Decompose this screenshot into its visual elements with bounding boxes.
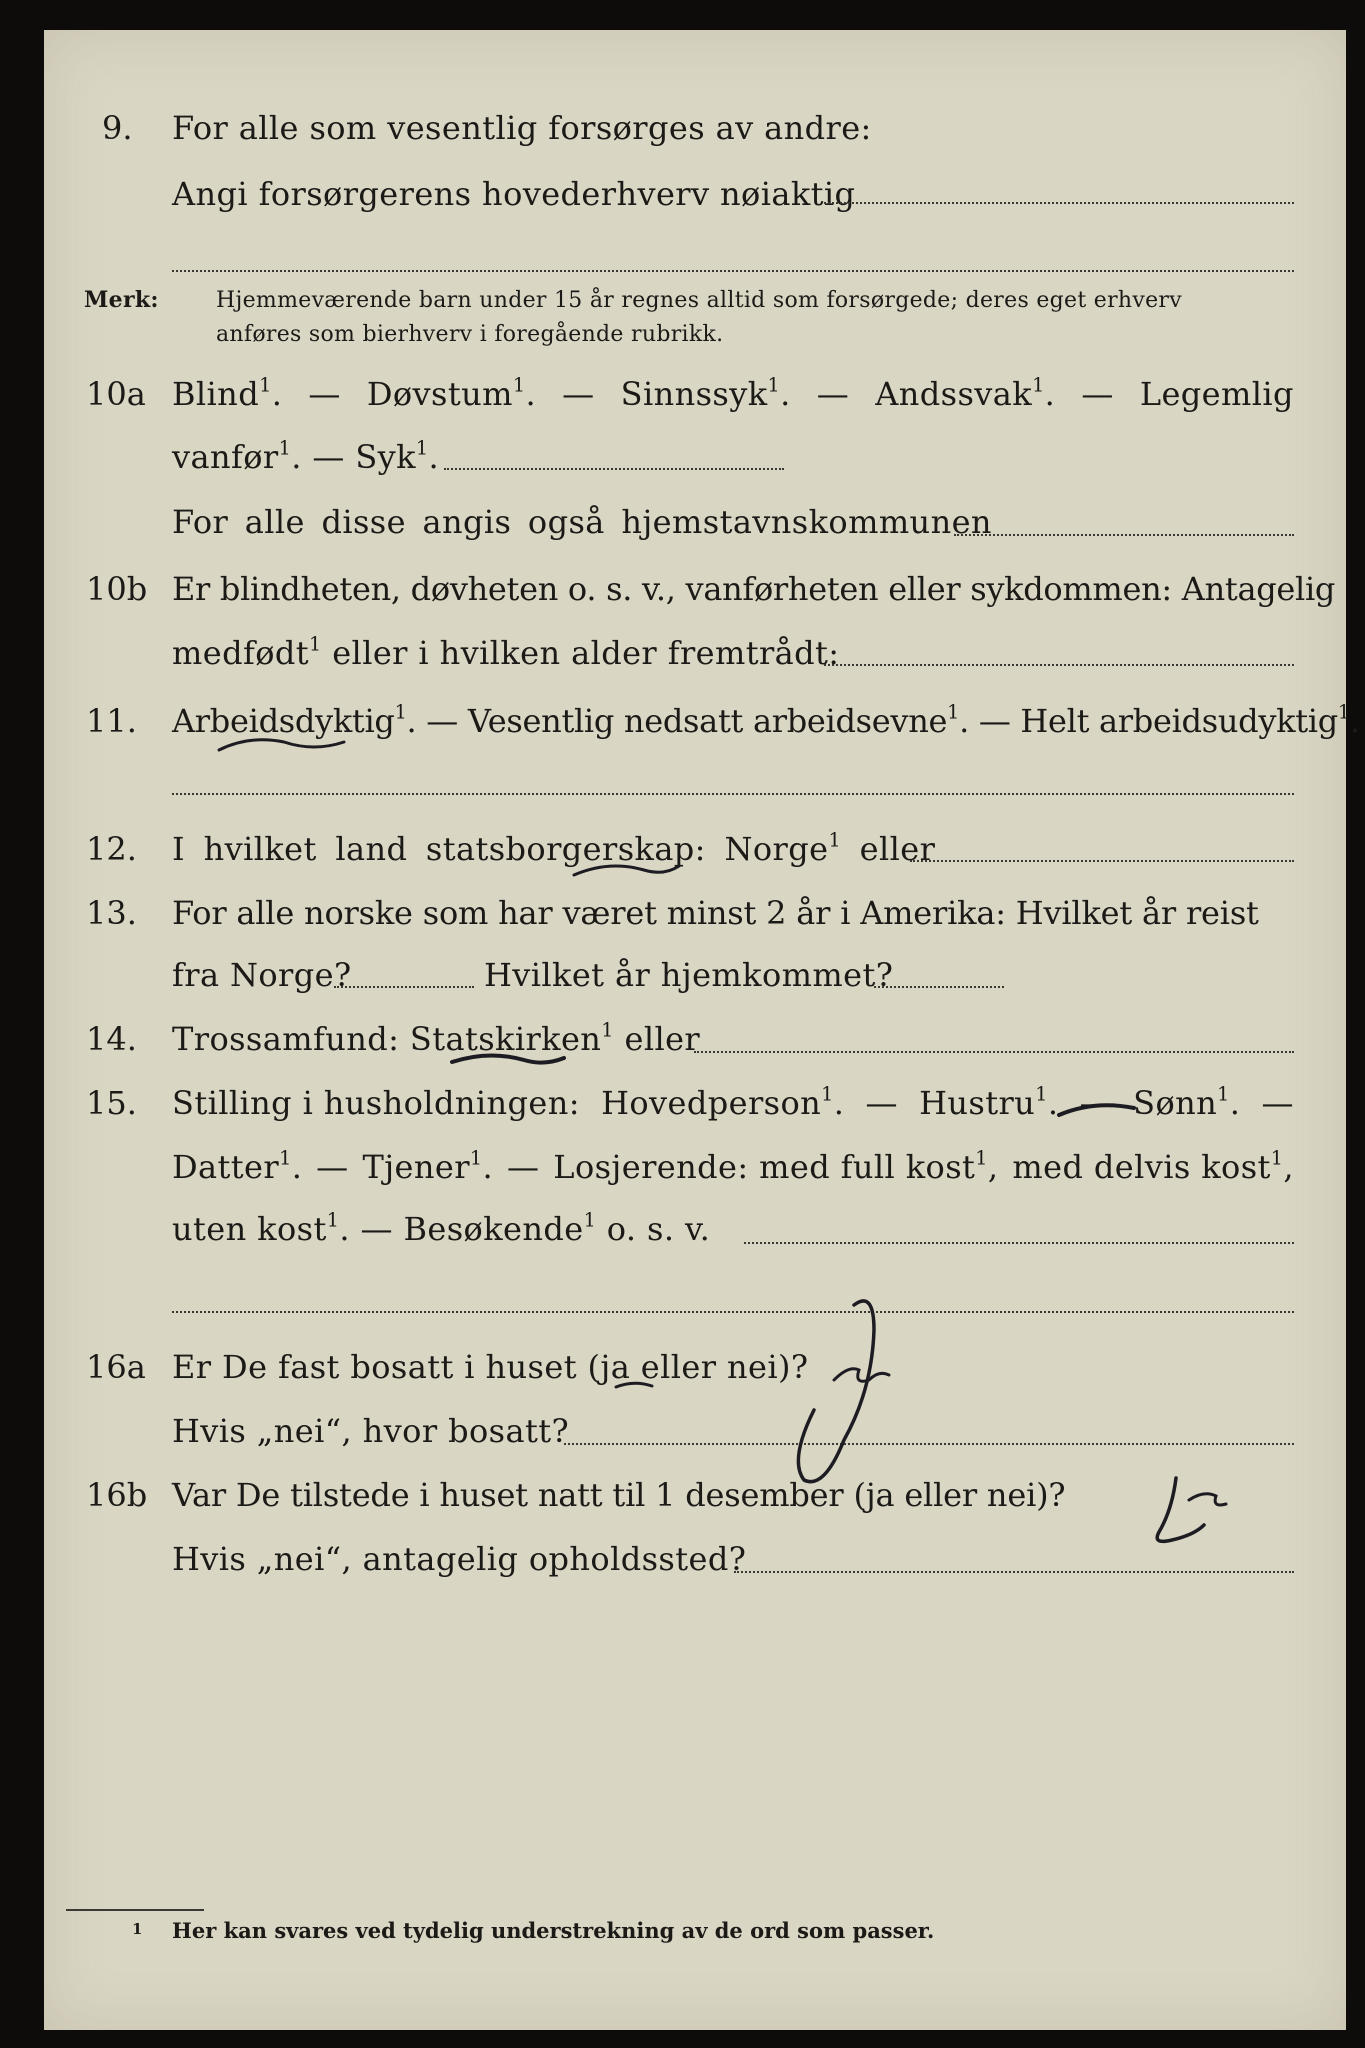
question-13-line2a: fra Norge? — [172, 956, 352, 994]
question-14-line: Trossamfund: Statskirken$^1$ eller — [172, 1018, 701, 1058]
option-nedsatt[interactable]: Vesentlig nedsatt arbeidsevne$^1$. — [467, 700, 969, 740]
option-datter[interactable]: Datter$^1$. — [172, 1146, 303, 1186]
option-delvis-kost[interactable]: med delvis kost$^1$, — [1012, 1146, 1294, 1186]
question-12-number: 12. — [86, 830, 137, 868]
question-10b-line1: Er blindheten, døvheten o. s. v., vanførheten eller sykdommen: Antagelig — [172, 570, 1336, 608]
question-9-number: 9. — [102, 109, 133, 147]
census-form-page — [44, 30, 1360, 2030]
underline-norge — [574, 866, 679, 875]
question-10a-line1: Blind$^1$. — Døvstum$^1$. — Sinnssyk$^1$. — Andssvak$^1$. — Legemlig — [172, 373, 1294, 413]
option-statskirken[interactable]: Statskirken$^1$ — [409, 1018, 614, 1058]
question-16a-line2: Hvis „nei“, hvor bosatt? — [172, 1412, 570, 1450]
option-norge[interactable]: Norge$^1$ — [724, 828, 842, 868]
note-label: Merk: — [84, 287, 159, 313]
question-16a-number: 16a — [86, 1348, 146, 1386]
option-syk[interactable]: Syk$^1$. — [355, 436, 440, 476]
question-9-line2: Angi forsørgerens hovederhverv nøiaktig — [172, 175, 856, 213]
answer-ja-16a — [798, 1301, 874, 1482]
question-10a-line2: vanfør$^1$. — Syk$^1$. — [172, 436, 440, 476]
question-10a-line3: For alle disse angis også hjemstavnskommunen — [172, 503, 992, 541]
option-arbeidsdyktig[interactable]: Arbeidsdyktig$^1$. — [172, 700, 417, 740]
option-udyktig[interactable]: Helt arbeidsudyktig$^1$. — [1020, 700, 1360, 740]
question-16b-line1: Var De tilstede i huset natt til 1 desember (ja eller nei)? — [172, 1476, 1066, 1514]
option-medfodt[interactable]: medfødt$^1$ — [172, 632, 322, 672]
question-9-line1: For alle som vesentlig forsørges av andre: — [172, 109, 872, 147]
underline-statskirken — [452, 1055, 564, 1062]
question-10a-number: 10a — [86, 375, 146, 413]
underline-sonn — [1059, 1105, 1134, 1115]
option-blind[interactable]: Blind$^1$. — [172, 373, 283, 413]
question-16b-number: 16b — [86, 1476, 148, 1514]
question-15-line1: Stilling i husholdningen: Hovedperson$^1$. — Hustru$^1$. — Sønn$^1$. — — [172, 1082, 1294, 1122]
question-15-line2: Datter$^1$. — Tjener$^1$. — Losjerende: med full kost$^1$, med delvis kost$^1$, — [172, 1146, 1294, 1186]
answer-ja-16b — [1157, 1478, 1204, 1541]
option-uten-kost[interactable]: uten kost$^1$. — [172, 1208, 350, 1248]
question-11-line: Arbeidsdyktig$^1$. — Vesentlig nedsatt arbeidsevne$^1$. — Helt arbeidsudyktig$^1$. — [172, 700, 1360, 740]
footnote-text: Her kan svares ved tydelig understrekning av de ord som passer. — [172, 1918, 935, 1943]
option-full-kost[interactable]: Losjerende: med full kost$^1$, — [553, 1146, 999, 1186]
option-tjener[interactable]: Tjener$^1$. — [362, 1146, 494, 1186]
note-line1: Hjemmeværende barn under 15 år regnes alltid som forsørgede; deres eget erhverv — [216, 288, 1182, 313]
question-12-line: I hvilket land statsborgerskap: Norge$^1$ eller — [172, 828, 936, 868]
question-15-number: 15. — [86, 1084, 137, 1122]
question-13-line2b: Hvilket år hjemkommet? — [484, 956, 894, 994]
question-13-line1: For alle norske som har været minst 2 år i Amerika: Hvilket år reist — [172, 894, 1259, 932]
footnote-rule — [66, 1909, 204, 1911]
question-16a-line1: Er De fast bosatt i huset (ja eller nei)? — [172, 1348, 809, 1386]
question-15-line3: uten kost$^1$. — Besøkende$^1$ o. s. v. — [172, 1208, 711, 1248]
option-hovedperson[interactable]: Hovedperson$^1$. — [601, 1082, 845, 1122]
option-andssvak[interactable]: Andssvak$^1$. — [875, 373, 1056, 413]
option-sinnssyk[interactable]: Sinnssyk$^1$. — [620, 373, 791, 413]
footnote-mark: 1 — [132, 1920, 143, 1938]
handwriting-overlay — [44, 30, 1346, 2030]
question-11-number: 11. — [86, 702, 137, 740]
question-14-number: 14. — [86, 1020, 137, 1058]
underline-ja — [616, 1383, 652, 1387]
option-dovstum[interactable]: Døvstum$^1$. — [366, 373, 537, 413]
underline-arbeidsdyktig — [219, 740, 344, 750]
question-10b-line2: medfødt$^1$ eller i hvilken alder fremtrådt: — [172, 632, 840, 672]
option-hustru[interactable]: Hustru$^1$. — [919, 1082, 1059, 1122]
question-10b-number: 10b — [86, 570, 148, 608]
option-legemlig[interactable]: Legemlig — [1139, 375, 1294, 413]
option-besokende[interactable]: Besøkende$^1$ — [403, 1208, 597, 1248]
question-13-number: 13. — [86, 894, 137, 932]
option-vanfor[interactable]: vanfør$^1$. — [172, 436, 302, 476]
option-sonn[interactable]: Sønn$^1$. — [1133, 1082, 1241, 1122]
question-16b-line2: Hvis „nei“, antagelig opholdssted? — [172, 1540, 747, 1578]
note-line2: anføres som bierhverv i foregående rubrikk. — [216, 322, 724, 347]
